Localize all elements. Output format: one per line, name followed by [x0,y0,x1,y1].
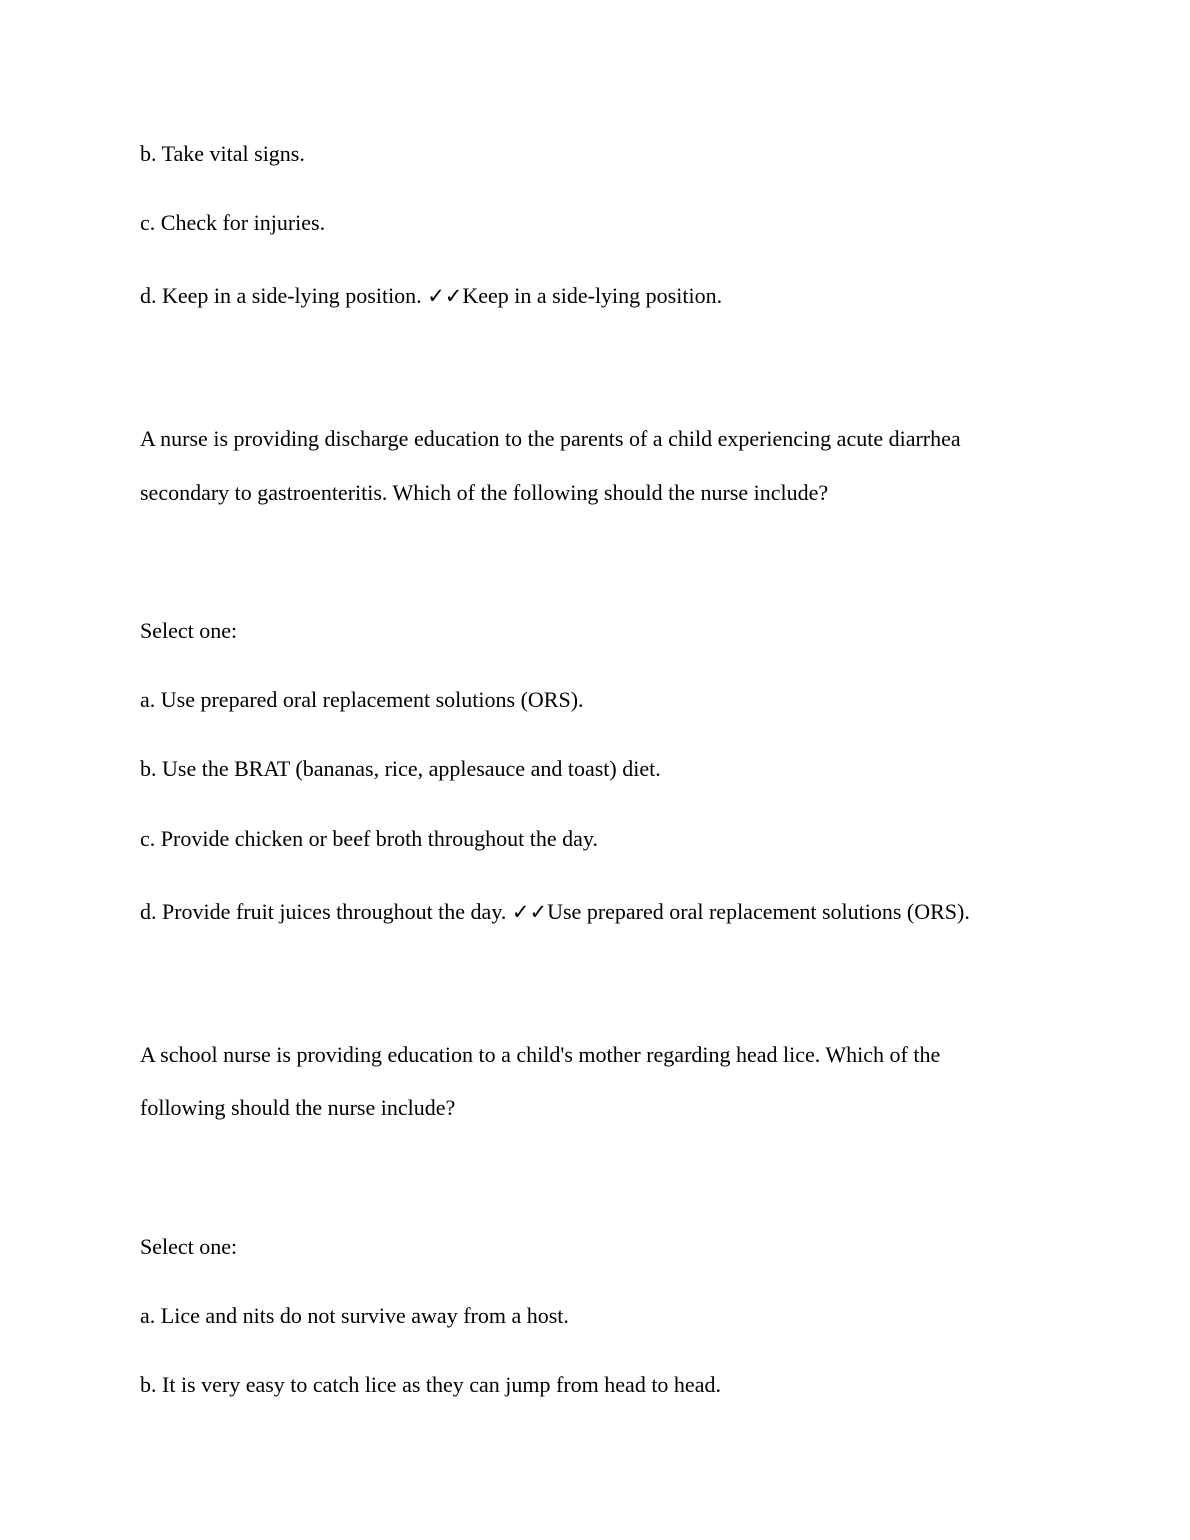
q2-select-prompt: Select one: [140,618,238,643]
q1-answer: Keep in a side-lying position. [462,283,723,308]
q3-option-a: a. Lice and nits do not survive away from a host. [140,1303,569,1328]
q3-select-prompt: Select one: [140,1234,238,1259]
q2-answer: Use prepared oral replacement solutions (ORS). [547,899,970,924]
q2-option-b: b. Use the BRAT (bananas, rice, applesauce and toast) diet. [140,756,661,781]
q3-stem-line2: following should the nurse include? [140,1095,456,1120]
q3-option-b: b. It is very easy to catch lice as they can jump from head to head. [140,1372,721,1397]
answer-check-icon: ✓✓ [511,900,548,924]
q1-option-d-line [140,283,722,309]
q2-option-a: a. Use prepared oral replacement solutions (ORS). [140,687,584,712]
q2-option-d-line [140,899,970,925]
q2-option-d: d. Provide fruit juices throughout the day. [140,899,507,924]
q1-option-d: d. Keep in a side-lying position. [140,283,422,308]
q1-option-c: c. Check for injuries. [140,210,326,235]
q2-option-c: c. Provide chicken or beef broth throughout the day. [140,826,598,851]
q2-stem-line1: A nurse is providing discharge education to the parents of a child experiencing acute diarrhea [140,426,961,451]
q1-option-b: b. Take vital signs. [140,141,305,166]
q2-stem-line2: secondary to gastroenteritis. Which of the following should the nurse include? [140,480,829,505]
answer-check-icon: ✓✓ [427,284,463,308]
q3-stem-line1: A school nurse is providing education to a child's mother regarding head lice. Which of the [140,1042,941,1067]
